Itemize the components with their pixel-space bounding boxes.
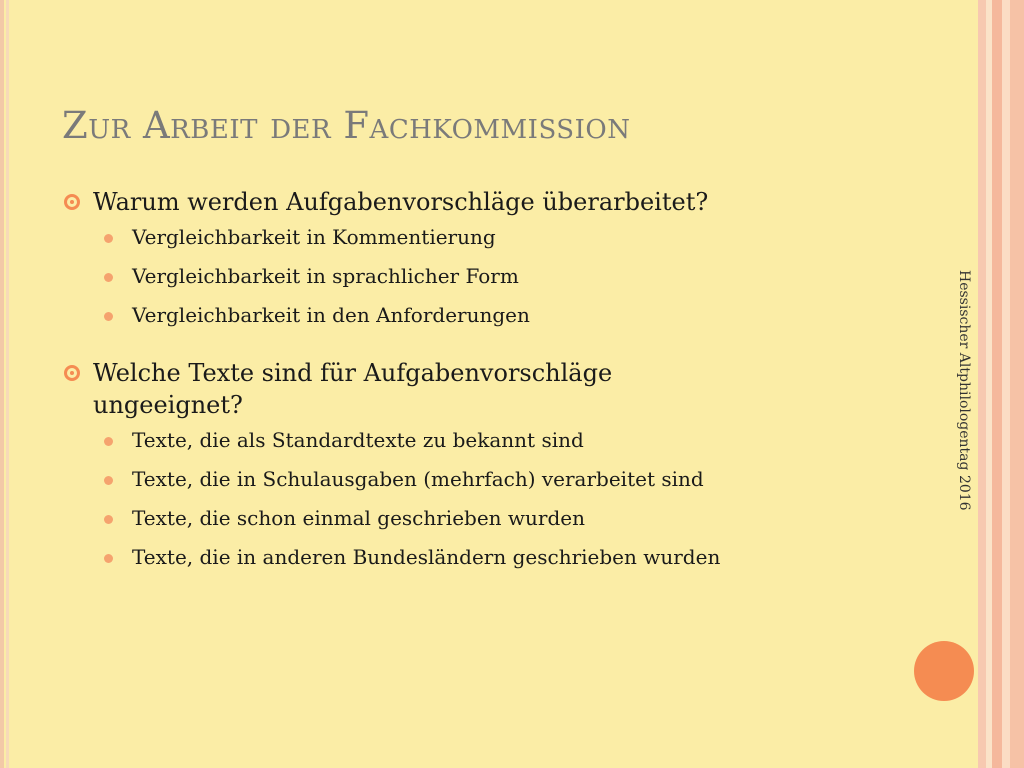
side-label: Hessischer Altphilologentag 2016: [956, 270, 972, 511]
decorative-circle: [914, 641, 974, 701]
section-heading: [64, 186, 914, 218]
right-panel: [1002, 0, 1010, 768]
list-item: [64, 499, 914, 538]
list-item-text: Texte, die in Schulausgaben (mehrfach) verarbeitet sind: [132, 467, 704, 491]
gear-bullet-icon: [64, 365, 80, 381]
list-item: [64, 421, 914, 460]
section-heading-text: ungeeignet?: [93, 391, 243, 419]
list-item-text: Vergleichbarkeit in den Anforderungen: [132, 303, 530, 327]
bullet-dot-icon: [104, 515, 113, 524]
bullet-dot-icon: [104, 554, 113, 563]
list-item-text: Texte, die als Standardtexte zu bekannt sind: [132, 428, 584, 452]
section-heading-text: Warum werden Aufgabenvorschläge überarbeitet?: [93, 188, 709, 216]
bullet-dot-icon: [104, 476, 113, 485]
list-item: [64, 296, 914, 335]
bullet-dot-icon: [104, 312, 113, 321]
section-heading: [64, 357, 914, 421]
list-item: [64, 460, 914, 499]
list-item-text: Texte, die schon einmal geschrieben wurden: [132, 506, 585, 530]
right-panel: [978, 0, 986, 768]
right-panel: [992, 0, 1002, 768]
left-stripe: [0, 0, 4, 768]
bullet-dot-icon: [104, 273, 113, 282]
bullet-dot-icon: [104, 234, 113, 243]
bullet-dot-icon: [104, 437, 113, 446]
list-item-text: Texte, die in anderen Bundesländern geschrieben wurden: [132, 545, 721, 569]
right-panel: [1010, 0, 1024, 768]
slide-content: [64, 186, 914, 577]
gear-bullet-icon: [64, 194, 80, 210]
list-item: [64, 218, 914, 257]
list-item: [64, 538, 914, 577]
list-item: [64, 257, 914, 296]
section-heading-text: Welche Texte sind für Aufgabenvorschläge: [93, 359, 613, 387]
list-item-text: Vergleichbarkeit in sprachlicher Form: [132, 264, 519, 288]
list-item-text: Vergleichbarkeit in Kommentierung: [132, 225, 496, 249]
slide-title: Zur Arbeit der Fachkommission: [62, 104, 631, 147]
left-stripe: [6, 0, 9, 768]
